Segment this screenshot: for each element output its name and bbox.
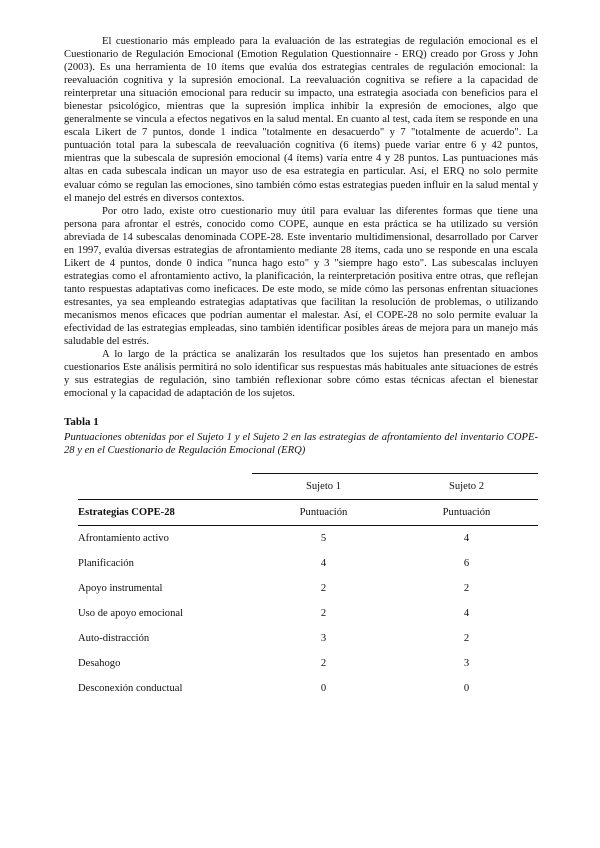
paragraph-erq: El cuestionario más empleado para la evaluación de las estrategias de regulación emocional es el Cuestionario de Regulación Emocional (Emotion Regulation Questionnaire - ERQ) creado por Gross y John (2003). Es una herramienta de 10 ítems que evalúa dos estrategias centrales de regulación emocional: la reevaluación cognitiva y la supresión emocional. La reevaluación cognitiva se refiere a la capacidad de reinterpretar una situación emocional para reducir su impacto, una estrategia asociada con beneficios para el bienestar psicológico, mientras que la supresión implica inhibir la expresión de emociones, algo que generalmente se vincula a efectos negativos en la salud mental. En cuanto al test, cada ítem se responde en una escala Likert de 7 puntos, donde 1 indica "totalmente en desacuerdo" y 7 "totalmente de acuerdo". La puntuación total para la subescala de reevaluación cognitiva (6 ítems) puede variar entre 6 y 42 puntos, mientras que la subescala de supresión emocional (4 ítems) varía entre 4 y 28 puntos. Las puntuaciones más altas en cada subescala indican un mayor uso de esa estrategia en particular. Así, el ERQ no solo permite evaluar cómo se regulan las emociones, sino también cómo estas estrategias pueden influir en la salud mental y el manejo del estrés en diversos contextos. — [64, 36, 538, 204]
subject-2-header: Sujeto 2 — [395, 474, 538, 500]
paragraph-cope: Por otro lado, existe otro cuestionario muy útil para evaluar las diferentes formas que tiene una persona para afrontar el estrés, conocido como COPE, aunque en esta práctica se ha utilizado su versión abreviada de 14 subescalas denominada COPE-28. Este inventario multidimensional, desarrollado por Carver en 1997, evalúa diversas estrategias de afrontamiento mediante 28 ítems, cada uno se responde en una escala Likert de 4 puntos, donde 0 indica "nunca hago esto" y 3 "siempre hago esto". Las subescalas incluyen estrategias como el afrontamiento activo, la planificación, la reinterpretación positiva entre otras, que reflejan tanto respuestas adaptativas como ineficaces. De este modo, se mide cómo las personas enfrentan situaciones estresantes, ya sea empleando estrategias adaptativas que facilitan la resolución de problemas, o utilizando mecanismos menos eficaces que podrían aumentar el malestar. Así, el COPE-28 no solo permite evaluar la efectividad de las estrategias empleadas, sino también identificar posibles áreas de mejora para un manejo más saludable del estrés. — [64, 205, 538, 348]
paragraph-analysis: A lo largo de la práctica se analizarán los resultados que los sujetos han presentado en ambos cuestionarios Este análisis permitirá no solo identificar sus respuestas más habituales ante situaciones de estrés y sus estrategias de regulación, sino también reflexionar sobre cómo estas técnicas afectan el bienestar emocional y la capacidad de adaptación de los sujetos. — [64, 349, 538, 400]
table-row — [78, 601, 538, 626]
table-column-header-row — [78, 500, 538, 526]
subject-2-score: 2 — [463, 583, 470, 595]
score-header-subject-1: Puntuación — [252, 500, 395, 526]
strategy-name: Desahogo — [78, 658, 121, 670]
table-label: Tabla 1 — [64, 416, 99, 429]
score-header-subject-2: Puntuación — [395, 500, 538, 526]
strategy-name: Afrontamiento activo — [78, 533, 169, 545]
table-subject-header-row — [78, 474, 538, 500]
subject-2-score: 4 — [463, 608, 470, 620]
scores-table — [78, 473, 538, 701]
subject-2-score: 3 — [463, 658, 470, 670]
table-row — [78, 526, 538, 552]
subject-2-score: 0 — [463, 683, 470, 695]
subject-1-score: 4 — [320, 558, 327, 570]
table-row — [78, 551, 538, 576]
subject-2-score: 2 — [463, 633, 470, 645]
subject-1-score: 3 — [320, 633, 327, 645]
strategy-name: Uso de apoyo emocional — [78, 608, 184, 620]
table-row — [78, 626, 538, 651]
table-corner-cell — [78, 474, 252, 500]
subject-1-score: 2 — [320, 583, 327, 595]
subject-2-score: 6 — [463, 558, 470, 570]
table-caption: Puntuaciones obtenidas por el Sujeto 1 y el Sujeto 2 en las estrategias de afrontamiento del inventario COPE-28 y en el Cuestionario de Regulación Emocional (ERQ) — [64, 432, 538, 457]
strategy-name: Apoyo instrumental — [78, 583, 163, 595]
subject-1-score: 0 — [320, 683, 327, 695]
table-row — [78, 676, 538, 701]
table-row — [78, 651, 538, 676]
strategy-name: Auto-distracción — [78, 633, 150, 645]
strategy-column-header: Estrategias COPE-28 — [78, 500, 252, 526]
subject-2-score: 4 — [463, 533, 470, 545]
strategy-name: Planificación — [78, 558, 134, 570]
subject-1-header: Sujeto 1 — [252, 474, 395, 500]
subject-1-score: 2 — [320, 658, 327, 670]
subject-1-score: 5 — [320, 533, 327, 545]
table-row — [78, 576, 538, 601]
strategy-name: Desconexión conductual — [78, 683, 183, 695]
subject-1-score: 2 — [320, 608, 327, 620]
